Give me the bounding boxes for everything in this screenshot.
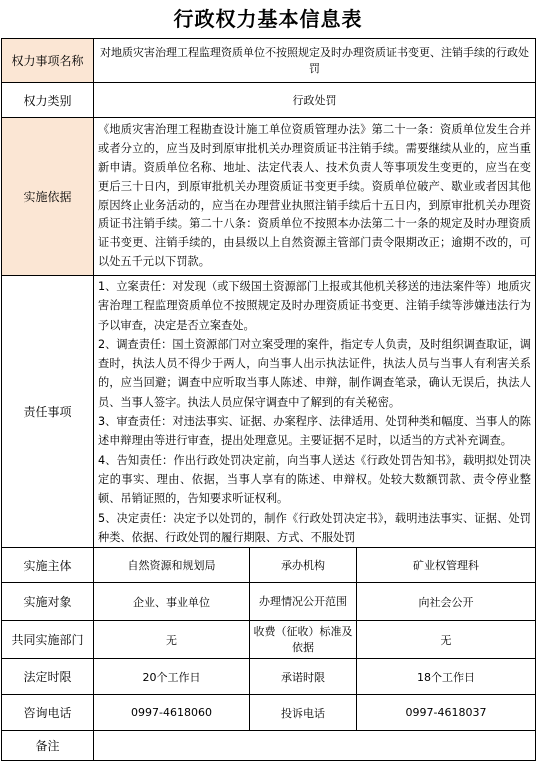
row-deadline bbox=[2, 659, 536, 695]
item-name-value: 对地质灾害治理工程监理资质单位不按照规定及时办理资质证书变更、注销手续的行政处罚 bbox=[94, 39, 536, 83]
page-title: 行政权力基本信息表 bbox=[173, 7, 363, 31]
fee-label: 收费（征收）标准及依据 bbox=[250, 621, 357, 659]
basis-label: 实施依据 bbox=[2, 118, 94, 276]
duty-label: 责任事项 bbox=[2, 276, 94, 548]
target-label: 实施对象 bbox=[2, 583, 94, 621]
row-basis bbox=[2, 118, 536, 276]
deadline-value: 20个工作日 bbox=[94, 659, 250, 695]
row-target bbox=[2, 583, 536, 621]
complaint-phone-value: 0997-4618037 bbox=[357, 695, 536, 731]
row-category bbox=[2, 83, 536, 118]
target-value: 企业、事业单位 bbox=[94, 583, 250, 621]
remark-label: 备注 bbox=[2, 731, 94, 761]
consult-phone-value: 0997-4618060 bbox=[94, 695, 250, 731]
remark-value bbox=[94, 731, 536, 761]
deadline-label: 法定时限 bbox=[2, 659, 94, 695]
joint-value: 无 bbox=[94, 621, 250, 659]
info-table bbox=[1, 38, 536, 761]
row-subject bbox=[2, 548, 536, 583]
subject-label: 实施主体 bbox=[2, 548, 94, 583]
joint-label: 共同实施部门 bbox=[2, 621, 94, 659]
office-value: 矿业权管理科 bbox=[357, 548, 536, 583]
office-label: 承办机构 bbox=[250, 548, 357, 583]
row-duty bbox=[2, 276, 536, 548]
category-value: 行政处罚 bbox=[94, 83, 536, 118]
row-joint bbox=[2, 621, 536, 659]
fee-value: 无 bbox=[357, 621, 536, 659]
category-label: 权力类别 bbox=[2, 83, 94, 118]
duty-value: 1、立案责任：对发现（或下级国土资源部门上报或其他机关移送的违法案件等）地质灾害治理工程监理资质单位不按照规定及时办理资质证书变更、注销手续等涉嫌违法行为予以审查，决定是否立案查处。 2、调查责任：国土资源部门对立案受理的案件，指定专人负责，及时组织调查取证，调查时，执法人员不得少于两人，向当事人出示执法证件，执法人员与当事人有利害关系的，应当回避；调查中应听取当事人陈述、申辩，制作调查笔录，确认无误后，执法人员、当事人签字。执法人员应保守调查中了解到的有关秘密。 3、审查责任：对违法事实、证据、办案程序、法律适用、处罚种类和幅度、当事人的陈述申辩理由等进行审查，提出处理意见。主要证据不足时，以适当的方式补充调查。 4、告知责任：作出行政处罚决定前，向当事人送达《行政处罚告知书》，载明拟处罚决定的事实、理由、依据，当事人享有的陈述、申辩权。处较大数额罚款、责令停业整顿、吊销证照的，告知要求听证权利。 5、决定责任：决定予以处罚的，制作《行政处罚决定书》，载明违法事实、证据、处罚种类、依据、行政处罚的履行期限、方式、不服处罚 bbox=[98, 280, 531, 544]
complaint-phone-label: 投诉电话 bbox=[250, 695, 357, 731]
disclosure-value: 向社会公开 bbox=[357, 583, 536, 621]
promise-label: 承诺时限 bbox=[250, 659, 357, 695]
consult-phone-label: 咨询电话 bbox=[2, 695, 94, 731]
basis-value: 《地质灾害治理工程勘查设计施工单位资质管理办法》第二十一条：资质单位发生合并或者分立的，应当及时到原审批机关办理资质证书注销手续。需要继续从业的，应当重新申请。资质单位名称、地址、法定代表人、技术负责人等事项发生变更的，应当在变更后三十日内，到原审批机关办理资质证书变更手续。资质单位破产、歇业或者因其他原因终止业务活动的，应当在办理营业执照注销手续后十五日内，到原审批机关办理资质证书注销手续。第二十八条：资质单位不按照本办法第二十一条的规定及时办理资质证书变更、注销手续的，由县级以上自然资源主管部门责令限期改正；逾期不改的，可以处五千元以下罚款。 bbox=[94, 118, 536, 276]
row-phone bbox=[2, 695, 536, 731]
item-name-label: 权力事项名称 bbox=[2, 39, 94, 83]
disclosure-label: 办理情况公开范围 bbox=[250, 583, 357, 621]
promise-value: 18个工作日 bbox=[357, 659, 536, 695]
subject-value: 自然资源和规划局 bbox=[94, 548, 250, 583]
row-item-name bbox=[2, 39, 536, 83]
row-remark bbox=[2, 731, 536, 761]
